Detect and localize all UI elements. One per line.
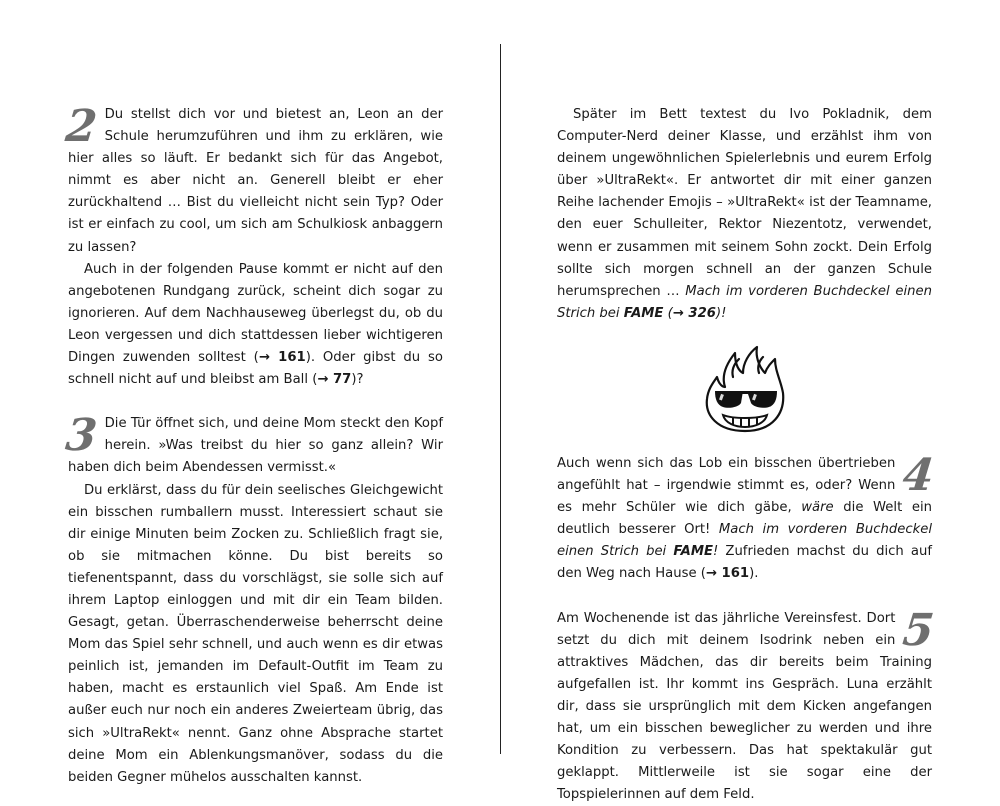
fame-instruction-end: )! [716, 306, 726, 321]
section-gap [68, 391, 443, 413]
section-2-paragraph-1: Du stellst dich vor und bietest an, Leon an der Schule herumzuführen und ihm zu erklären, wie hier alles so läuft. Er bedankt sich für das Angebot, nimmt es aber nicht an. Generell bleibt er eher zurückhaltend … Bist du vielleicht nicht sein Typ? Oder ist er einfach zu cool, um sich am Schulkiosk anbaggern zu lassen? [68, 104, 443, 259]
section-2-text-b: ). Oder gibst du so schnell nicht auf und bleibst am Ball ( [68, 350, 443, 387]
fame-label: FAME [624, 306, 664, 321]
page-gutter-line [500, 44, 501, 754]
section-number-4: 4 [901, 456, 936, 496]
reference-link-77[interactable]: → 77 [317, 372, 351, 387]
flaming-face-sunglasses-icon [695, 343, 795, 435]
section-continuation [557, 104, 932, 325]
continuation-paragraph [557, 104, 932, 325]
section-3-paragraph-1: Die Tür öffnet sich, und deine Mom steckt den Kopf herein. »Was treibst du hier so ganz allein? Wir haben dich beim Abendessen vermisst.« [68, 413, 443, 479]
section-2-text-c: )? [351, 372, 363, 387]
section-4-text-b: die Welt ein deutlich besserer Ort! [557, 500, 932, 537]
section-number-2: 2 [64, 107, 99, 147]
section-4-paragraph [557, 453, 932, 586]
fame-instruction-text: Mach im vorderen Buchdeckel einen Strich bei [557, 284, 932, 321]
section-4-text-d: ). [749, 566, 758, 581]
left-page-column [68, 104, 443, 789]
fame-instruction-paren: ( [663, 306, 672, 321]
section-gap [557, 586, 932, 608]
section-number-5: 5 [901, 611, 936, 651]
reference-link-326[interactable]: → 326 [673, 306, 716, 321]
reference-link-161[interactable]: → 161 [706, 566, 749, 581]
reference-link-161[interactable]: → 161 [259, 350, 306, 365]
section-3-paragraph-2: Du erklärst, dass du für dein seelisches Gleichgewicht ein bisschen rumballern musst. Interessiert schaut sie dir einige Minuten beim Zocken zu. Schließlich fragt sie, ob sie mitmachen könne. Du bist bereits so tiefenentspannt, dass du vorschlägst, sie solle sich auf ihrem Laptop einloggen und mit dir ein Team bilden. Gesagt, getan. Überraschenderweise beherrscht deine Mom das Spiel sehr schnell, und auch wenn es dir etwas peinlich ist, jemanden im Default-Outfit im Team zu haben, macht es erstaunlich viel Spaß. Am Ende ist außer euch nur noch ein anderes Zweierteam übrig, das sich »UltraRekt« nennt. Ganz ohne Absprache startet deine Mom ein Ablenkungsmanöver, sodass du die beiden Gegner mühelos ausschalten kannst. [68, 480, 443, 789]
section-5-paragraph: Am Wochenende ist das jährliche Vereinsfest. Dort setzt du dich mit deinem Isodrink neben ein attraktives Mädchen, das dir bereits beim Training aufgefallen ist. Ihr kommt ins Gespräch. Luna erzählt dir, dass sie ursprünglich mit dem Kicken angefangen hat, um ein bisschen beweglicher zu werden und ihre Kondition zu verbessern. Das hat spektakulär gut geklappt. Mittlerweile ist sie sogar eine der Topspielerinnen auf dem Feld. [557, 608, 932, 806]
fame-instruction-end: ! [713, 544, 718, 559]
section-4-emphasis: wäre [801, 500, 833, 515]
section-number-3: 3 [64, 416, 99, 456]
right-page-column [557, 104, 932, 806]
section-2-text-a: Auch in der folgenden Pause kommt er nicht auf den angebotenen Rundgang zurück, scheint dich sogar zu ignorieren. Auf dem Nachhauseweg überlegst du, ob du Leon vergessen und dich stattdessen lieber wichtigeren Dingen zuwenden solltest ( [68, 262, 443, 365]
section-2-paragraph-2 [68, 259, 443, 392]
section-2 [68, 104, 443, 391]
section-3 [68, 413, 443, 789]
section-5 [557, 608, 932, 806]
fame-instruction-text: Mach im vorderen Buchdeckel einen Strich bei [557, 522, 932, 559]
section-4 [557, 453, 932, 586]
section-4-text-c: Zufrieden machst du dich auf den Weg nach Hause ( [557, 544, 932, 581]
fame-label: FAME [673, 544, 713, 559]
section-4-text-a: Auch wenn sich das Lob ein bisschen übertrieben angefühlt hat – irgendwie stimmt es, oder? Wenn es mehr Schüler wie dich gäbe, [557, 456, 895, 515]
continuation-text: Später im Bett textest du Ivo Pokladnik, dem Computer-Nerd deiner Klasse, und erzählst ihm von deinem ungewöhnlichen Spielerlebnis und eurem Erfolg über »UltraRekt«. Er antwortet dir mit einer ganzen Reihe lachender Emojis – »UltraRekt« ist der Teamname, den euer Schulleiter, Rektor Niezentotz, verwendet, wenn er zusammen mit seinem Sohn zockt. Dein Erfolg sollte sich morgen schnell an der ganzen Schule herumsprechen … [557, 107, 932, 299]
